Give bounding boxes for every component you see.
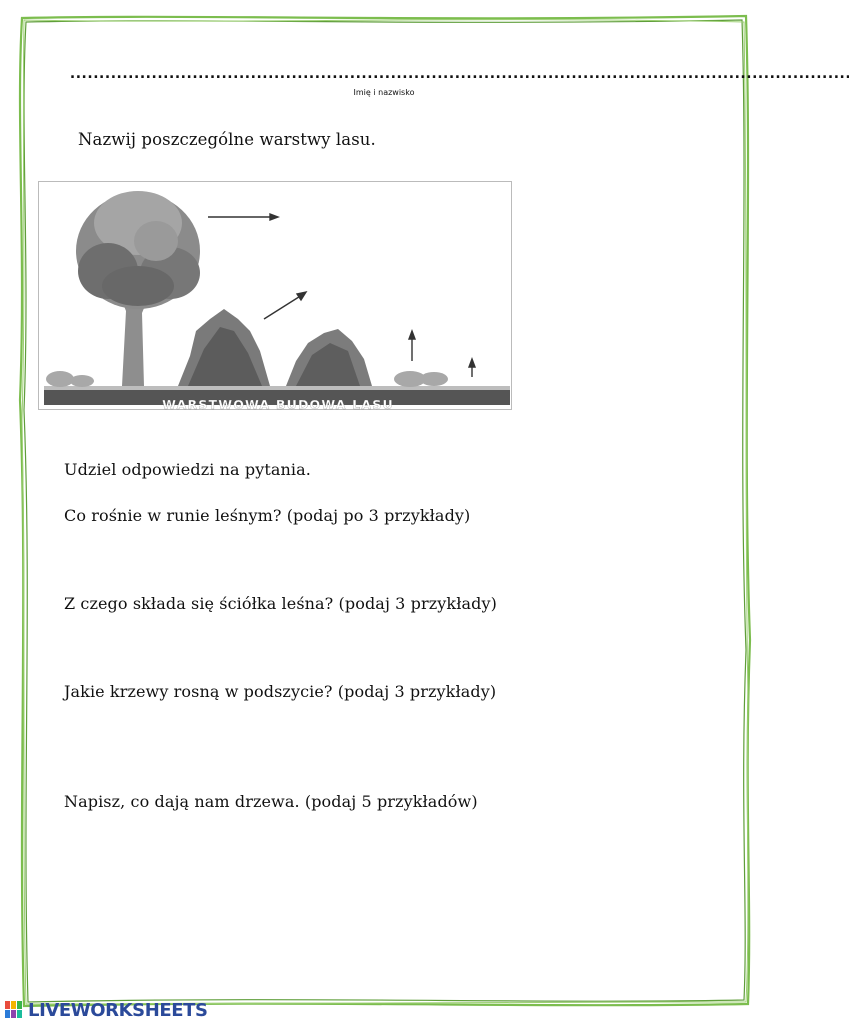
logo-text: LIVEWORKSHEETS	[28, 999, 208, 1021]
question-3: Jakie krzewy rosną w podszycie? (podaj 3 przykłady)	[64, 682, 497, 701]
liveworksheets-logo-icon	[4, 1000, 26, 1020]
question-4: Napisz, co dają nam drzewa. (podaj 5 przykładów)	[64, 792, 478, 811]
figure-caption: WARSTWOWA BUDOWA LASU	[162, 397, 394, 412]
questions-intro: Udziel odpowiedzi na pytania.	[64, 460, 311, 479]
question-1: Co rośnie w runie leśnym? (podaj po 3 przykłady)	[64, 506, 471, 525]
liveworksheets-logo[interactable]	[4, 999, 208, 1021]
name-label: Imię i nazwisko	[353, 88, 415, 97]
name-dotted-line[interactable]: ......................................................................................................................................	[68, 64, 849, 82]
instruction-text: Nazwij poszczególne warstwy lasu.	[78, 130, 376, 149]
forest-layers-figure	[38, 181, 512, 410]
question-2: Z czego składa się ściółka leśna? (podaj 3 przykłady)	[64, 594, 497, 613]
